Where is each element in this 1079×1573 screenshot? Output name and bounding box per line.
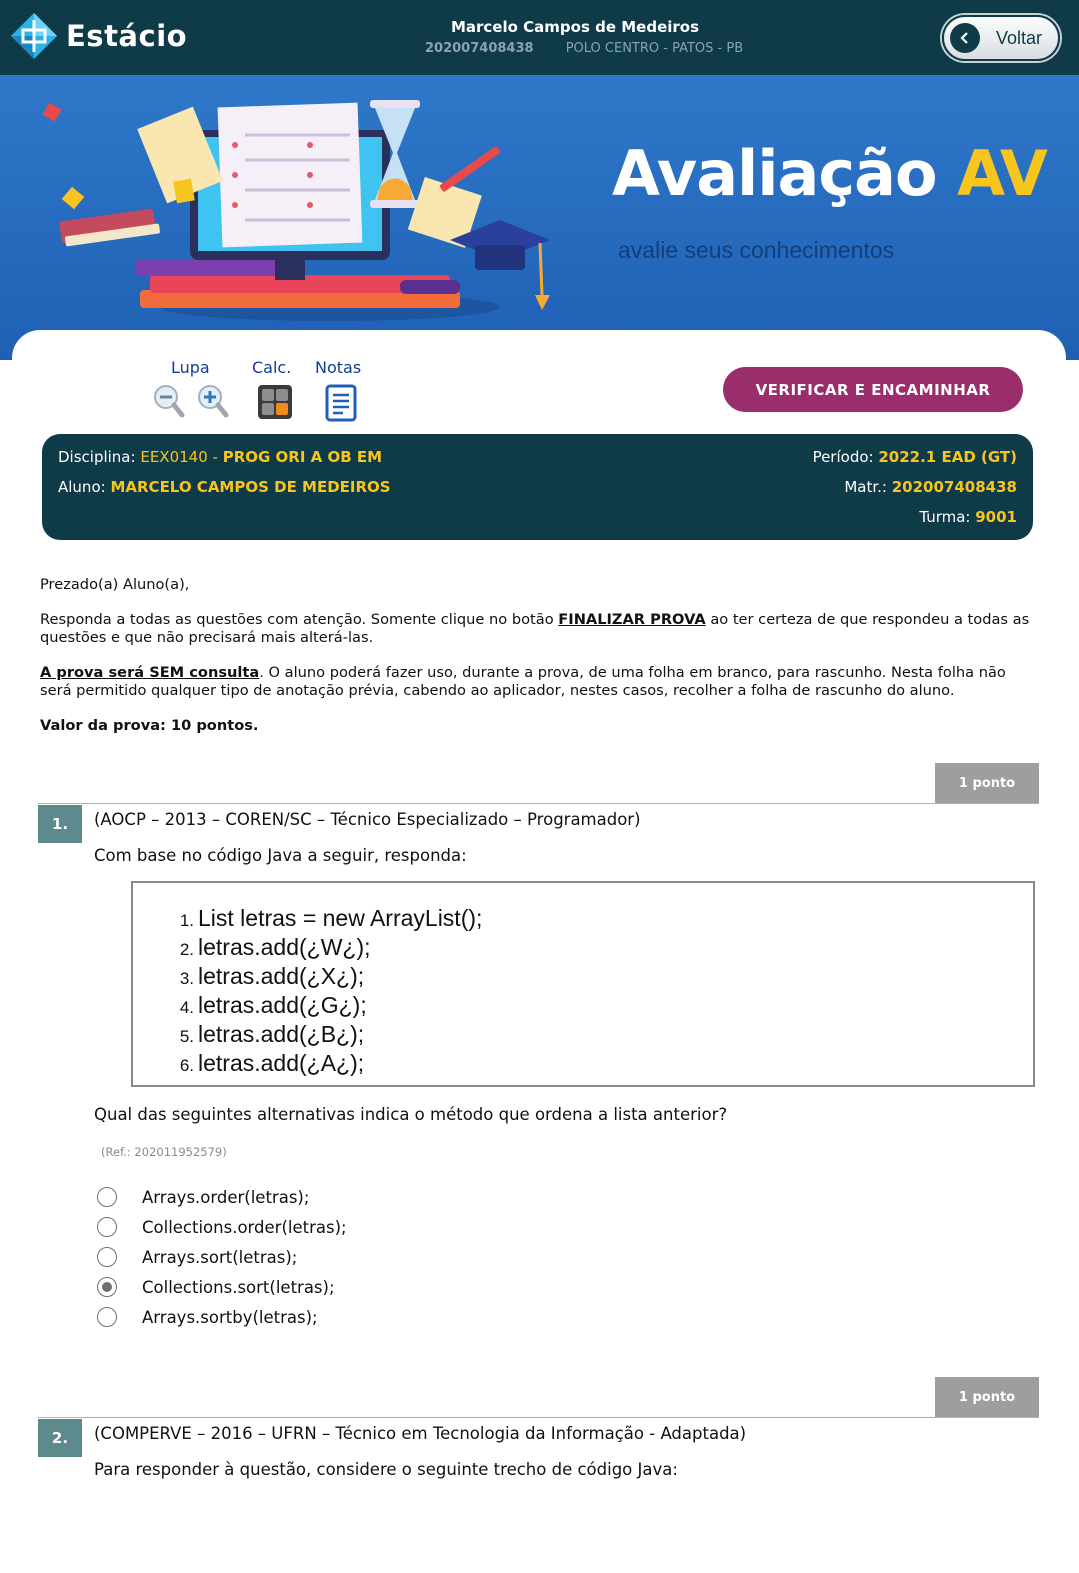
code-line-text: letras.add(¿X¿);: [198, 963, 365, 989]
periodo-label: Período:: [812, 448, 874, 466]
question-2-number: 2.: [38, 1419, 82, 1457]
periodo-row: [813, 448, 1017, 466]
code-line: [153, 934, 482, 963]
calculator-icon[interactable]: [257, 384, 293, 420]
code-line-number: 6.: [179, 1056, 194, 1075]
zoom-out-icon[interactable]: [153, 384, 185, 418]
brand-name: Estácio: [66, 19, 188, 53]
matricula-value: 202007408438: [891, 478, 1017, 496]
code-line: [153, 905, 482, 934]
banner-subtitle: avalie seus conhecimentos: [618, 237, 895, 263]
option-label: Collections.sort(letras);: [142, 1277, 335, 1297]
code-line-text: letras.add(¿B¿);: [198, 1021, 365, 1047]
option-a[interactable]: [97, 1182, 347, 1212]
disciplina-label: Disciplina:: [58, 448, 136, 466]
radio-button-selected[interactable]: [97, 1277, 117, 1297]
instructions: [40, 576, 1030, 752]
back-button[interactable]: [942, 15, 1060, 61]
banner-title-accent: AV: [957, 137, 1047, 210]
code-line: [153, 1021, 482, 1050]
option-label: Arrays.order(letras);: [142, 1187, 310, 1207]
code-lines: [153, 905, 482, 1079]
option-label: Collections.order(letras);: [142, 1217, 347, 1237]
back-button-label: Voltar: [996, 27, 1043, 48]
question-1-intro: Com base no código Java a seguir, responda:: [94, 846, 467, 865]
question-1-options: [97, 1182, 347, 1332]
verify-and-submit-button[interactable]: VERIFICAR E ENCAMINHAR: [723, 367, 1023, 412]
question-2-divider: [38, 1417, 1039, 1418]
code-line: [153, 992, 482, 1021]
code-line-text: letras.add(¿G¿);: [198, 992, 367, 1018]
option-b[interactable]: [97, 1212, 347, 1242]
exam-info-panel: [42, 434, 1033, 540]
code-line: [153, 1050, 482, 1079]
finalizar-prova-link: FINALIZAR PROVA: [558, 611, 706, 628]
banner: [0, 75, 1079, 360]
question-1-source: (AOCP – 2013 – COREN/SC – Técnico Especializado – Programador): [94, 810, 641, 829]
instruction-paragraph-2: [40, 664, 1030, 700]
code-line-number: 3.: [179, 969, 194, 988]
option-e[interactable]: [97, 1302, 347, 1332]
sem-consulta-text: A prova será SEM consulta: [40, 664, 260, 681]
turma-label: Turma:: [919, 508, 971, 526]
instruction-p1-a: Responda a todas as questões com atenção. Somente clique no botão: [40, 611, 559, 628]
disciplina-code: EEX0140 -: [140, 448, 218, 466]
banner-title: [612, 137, 1047, 210]
question-2-intro: Para responder à questão, considere o seguinte trecho de código Java:: [94, 1460, 678, 1479]
lupa-label: Lupa: [171, 358, 210, 377]
code-line-text: letras.add(¿W¿);: [198, 934, 371, 960]
code-line-text: List letras = new ArrayList();: [198, 905, 483, 931]
code-line-number: 1.: [179, 911, 194, 930]
matricula-label: Matr.:: [844, 478, 887, 496]
option-c[interactable]: [97, 1242, 347, 1272]
option-d[interactable]: [97, 1272, 347, 1302]
radio-dot: [102, 1282, 112, 1292]
disciplina-name: PROG ORI A OB EM: [222, 448, 383, 466]
chevron-left-icon: [950, 23, 980, 53]
exam-value: Valor da prova: 10 pontos.: [40, 717, 259, 734]
question-1-code-block: [131, 881, 1035, 1087]
user-matricula: 202007408438: [425, 41, 534, 56]
radio-button[interactable]: [97, 1187, 117, 1207]
aluno-name: MARCELO CAMPOS DE MEDEIROS: [110, 478, 391, 496]
question-1-prompt: Qual das seguintes alternativas indica o método que ordena a lista anterior?: [94, 1105, 728, 1124]
notas-label: Notas: [315, 358, 362, 377]
disciplina-row: [58, 448, 382, 466]
question-1-ref: (Ref.: 202011952579): [101, 1145, 227, 1159]
code-line-number: 5.: [179, 1027, 194, 1046]
instruction-paragraph-1: [40, 611, 1030, 647]
code-line-text: letras.add(¿A¿);: [198, 1050, 365, 1076]
option-label: Arrays.sort(letras);: [142, 1247, 298, 1267]
notes-icon[interactable]: [325, 384, 357, 422]
instruction-p2-rest: . O aluno poderá fazer uso, durante a prova, de uma folha em branco, para rascunho. Nesta folha não será permitido qualquer tipo de anotação prévia, cabendo ao aplicador, nestes casos, recolher a folha de rascunho do aluno.: [40, 664, 1006, 699]
greeting: Prezado(a) Aluno(a),: [40, 576, 190, 593]
user-polo: POLO CENTRO - PATOS - PB: [565, 41, 744, 56]
turma-row: [919, 508, 1017, 526]
banner-title-text: Avaliação: [612, 137, 937, 210]
instruction-p1-b: ao ter certeza de que respondeu a todas as questões e que não precisará mais alterá-las.: [40, 611, 1030, 646]
zoom-in-icon[interactable]: [197, 384, 229, 418]
aluno-label: Aluno:: [58, 478, 106, 496]
top-bar: [0, 0, 1079, 75]
exam-illustration-icon: [30, 95, 570, 335]
user-subinfo: [425, 41, 743, 56]
radio-button[interactable]: [97, 1247, 117, 1267]
tools-panel: [150, 358, 370, 428]
code-line: [153, 963, 482, 992]
question-1-number: 1.: [38, 805, 82, 843]
question-2-source: (COMPERVE – 2016 – UFRN – Técnico em Tecnologia da Informação - Adaptada): [94, 1424, 747, 1443]
periodo-value: 2022.1 EAD (GT): [878, 448, 1017, 466]
question-2-points: 1 ponto: [935, 1377, 1039, 1417]
code-line-number: 4.: [179, 998, 194, 1017]
aluno-row: [58, 478, 391, 496]
code-line-number: 2.: [179, 940, 194, 959]
turma-value: 9001: [975, 508, 1017, 526]
radio-button[interactable]: [97, 1307, 117, 1327]
question-1-divider: [38, 803, 1039, 804]
user-name: Marcelo Campos de Medeiros: [450, 18, 700, 36]
calc-label: Calc.: [252, 358, 292, 377]
matricula-row: [844, 478, 1017, 496]
radio-button[interactable]: [97, 1217, 117, 1237]
option-label: Arrays.sortby(letras);: [142, 1307, 318, 1327]
question-1-points: 1 ponto: [935, 763, 1039, 803]
